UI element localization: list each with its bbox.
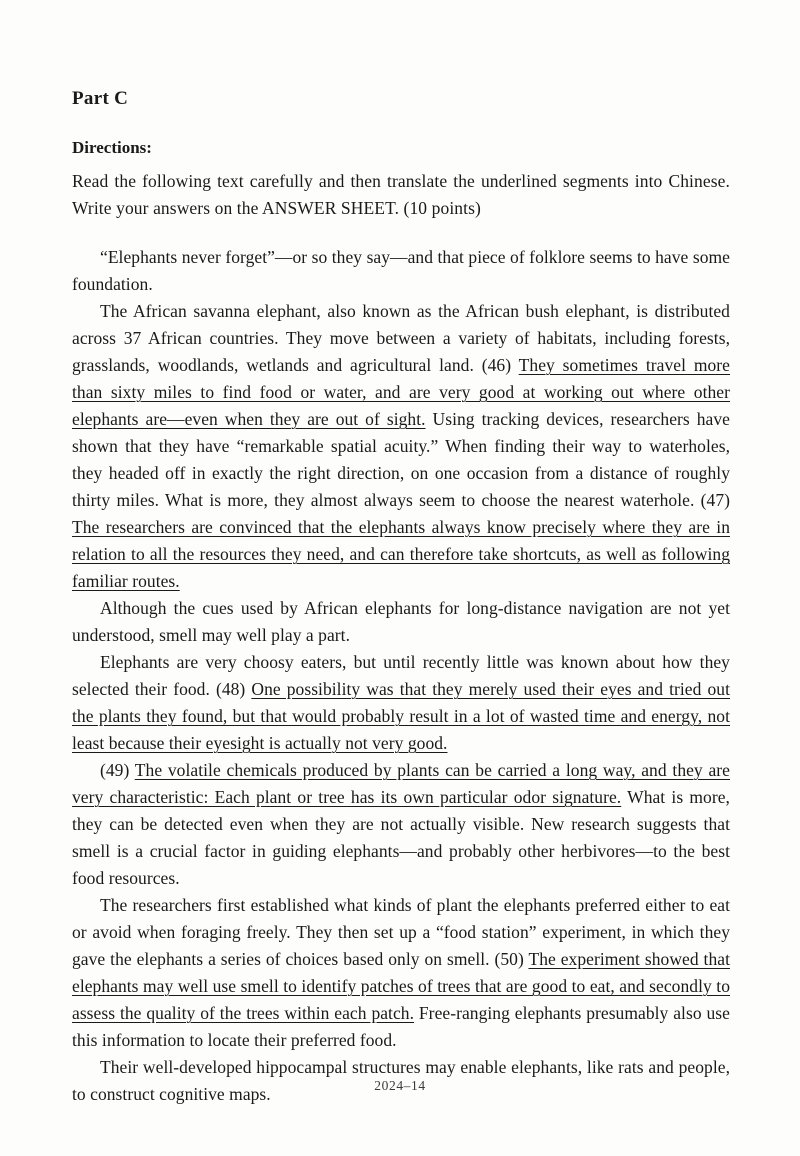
passage-text: (49) — [100, 759, 135, 780]
passage-body — [72, 244, 730, 1108]
page-footer: 2024–14 — [374, 1078, 426, 1093]
passage-text: Free-ranging elephants presumably also use this information to locate their preferred food. — [72, 1002, 730, 1050]
underlined-segment: The researchers are convinced that the elephants always know precisely where they are in relation to all the resources they need, and can therefore take shortcuts, as well as following familiar routes. — [72, 516, 730, 591]
passage-text: Their well-developed hippocampal structures may enable elephants, like rats and people, to construct cognitive maps. — [72, 1056, 730, 1104]
directions-label: Directions: — [72, 137, 152, 157]
passage-paragraph — [72, 298, 730, 595]
underlined-segment: The experiment showed that elephants may well use smell to identify patches of trees that are good to eat, and secondly to assess the quality of the trees within each patch. — [72, 948, 730, 1023]
page-title: Part C — [72, 88, 129, 109]
passage-paragraph — [72, 892, 730, 1054]
passage-paragraph — [72, 757, 730, 892]
page-content — [72, 88, 730, 1108]
underlined-segment: They sometimes travel more than sixty miles to find food or water, and are very good at working out where other elephants are—even when they are out of sight. — [72, 354, 730, 429]
passage-text: “Elephants never forget”—or so they say—and that piece of folklore seems to have some foundation. — [72, 246, 730, 294]
passage-text: The researchers first established what kinds of plant the elephants preferred either to eat or avoid when foraging freely. They then set up a “food station” experiment, in which they gave the elephants a series of choices based only on smell. (50) — [72, 894, 730, 969]
passage-text: Elephants are very choosy eaters, but until recently little was known about how they selected their food. (48) — [72, 651, 730, 699]
directions-body: Read the following text carefully and then translate the underlined segments into Chinese. Write your answers on the ANSWER SHEET. (10 points) — [72, 170, 730, 218]
passage-paragraph — [72, 649, 730, 757]
underlined-segment: The volatile chemicals produced by plants can be carried a long way, and they are very characteristic: Each plant or tree has its own particular odor signature. — [72, 759, 730, 807]
passage-text: Using tracking devices, researchers have shown that they have “remarkable spatial acuity.” When finding their way to waterholes, they headed off in exactly the right direction, on one occasion from a distance of roughly thirty miles. What is more, they almost always seem to choose the nearest waterhole. (47) — [72, 408, 730, 510]
passage-paragraph — [72, 595, 730, 649]
passage-paragraph — [72, 244, 730, 298]
underlined-segment: One possibility was that they merely used their eyes and tried out the plants they found, but that would probably result in a lot of wasted time and energy, not least because their eyesight is actually not very good. — [72, 678, 730, 753]
passage-text: The African savanna elephant, also known as the African bush elephant, is distributed across 37 African countries. They move between a variety of habitats, including forests, grasslands, woodlands, wetlands and agricultural land. (46) — [72, 300, 730, 375]
passage-text: What is more, they can be detected even when they are not actually visible. New research suggests that smell is a crucial factor in guiding elephants—and probably other herbivores—to the best food resources. — [72, 786, 730, 888]
passage-text: Although the cues used by African elephants for long-distance navigation are not yet understood, smell may well play a part. — [72, 597, 730, 645]
